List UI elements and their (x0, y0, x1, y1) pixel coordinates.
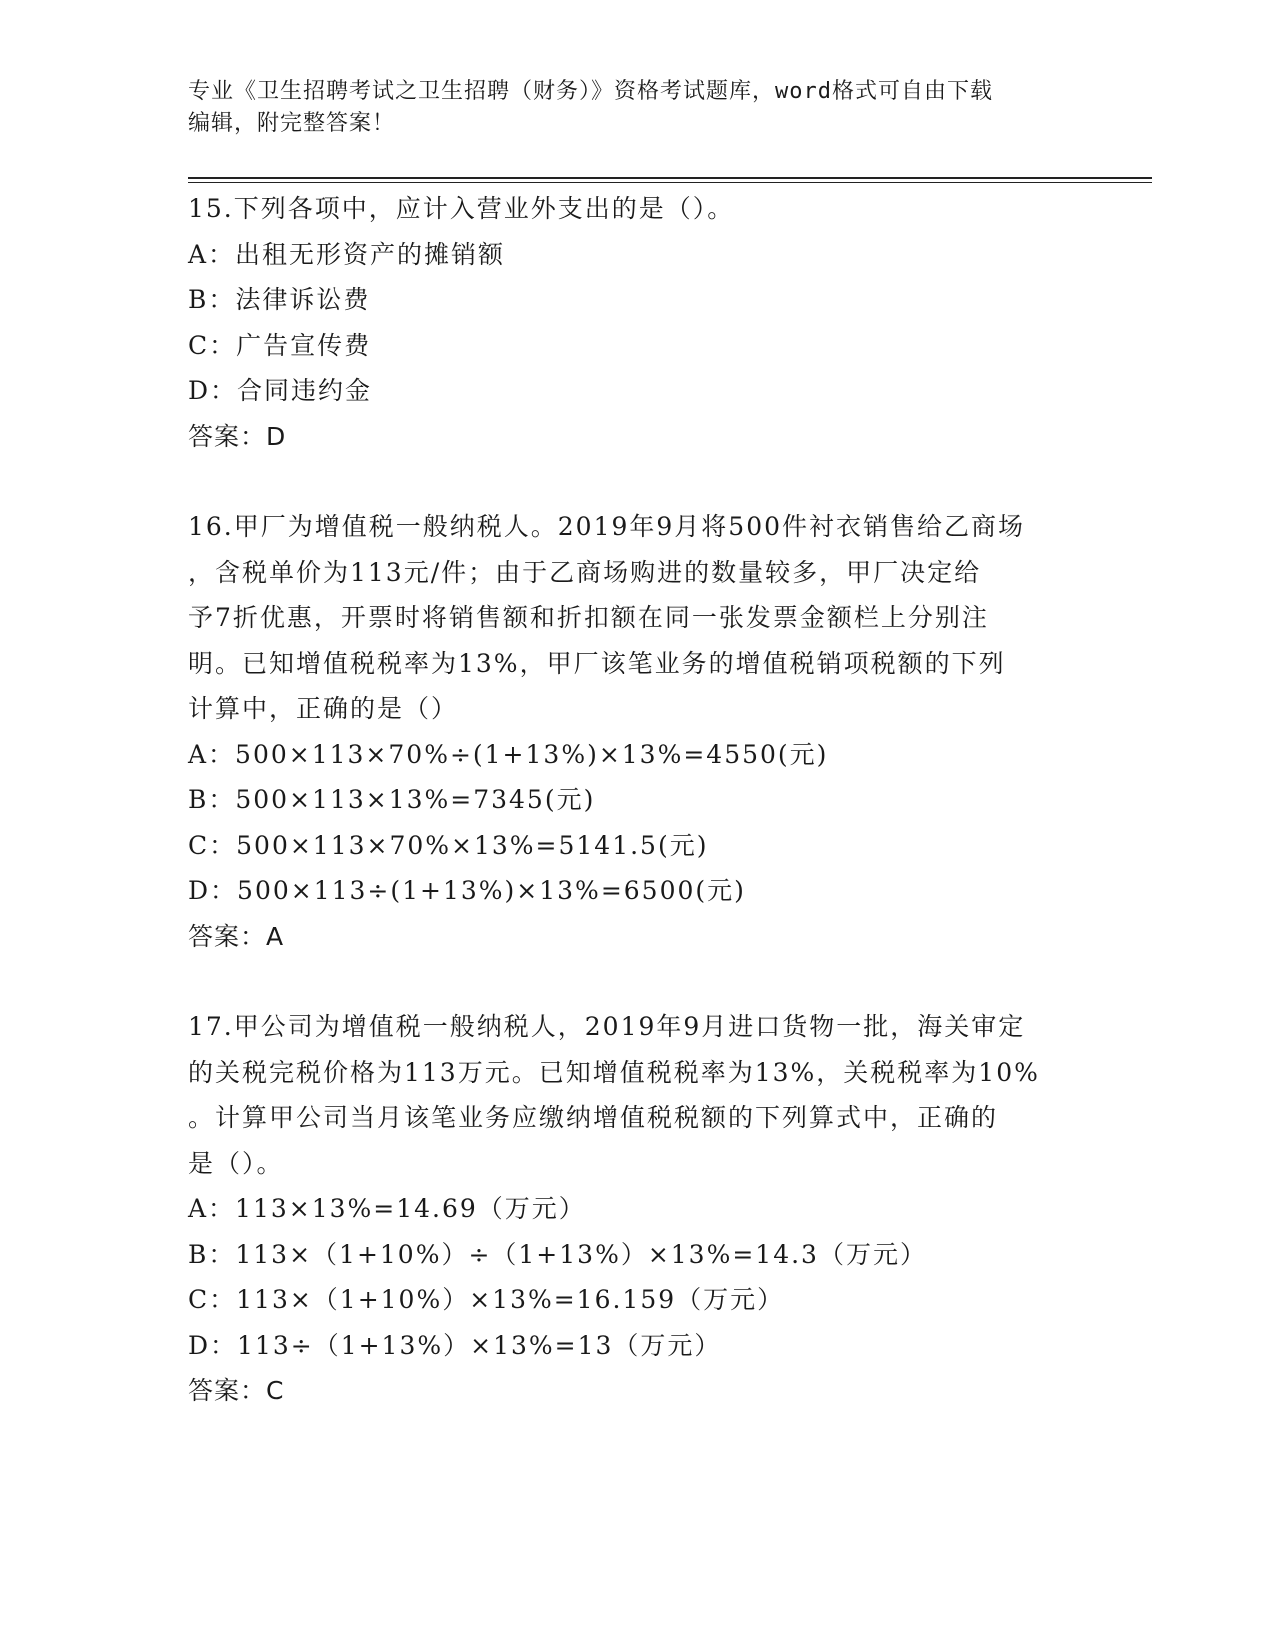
option-a: A：出租无形资产的摊销额 (188, 239, 506, 269)
document-header (188, 76, 1068, 140)
question-16 (188, 504, 1088, 959)
question-stem-line-3: 予7折优惠，开票时将销售额和折扣额在同一张发票金额栏上分别注 (188, 603, 989, 632)
question-stem-line-4: 是（）。 (188, 1148, 284, 1178)
option-d: D：500×113÷(1+13%)×13%=6500(元) (188, 876, 746, 905)
spacer (188, 959, 1088, 1004)
question-stem-line-1: 16.甲厂为增值税一般纳税人。2019年9月将500件衬衣销售给乙商场 (188, 512, 1026, 541)
option-d: D：113÷（1+13%）×13%=13（万元） (188, 1330, 722, 1360)
question-stem: 15.下列各项中，应计入营业外支出的是（）。 (188, 194, 735, 223)
question-17 (188, 1004, 1088, 1414)
header-divider-thin (188, 182, 1152, 183)
option-c: C：113×（1+10%）×13%=16.159（万元） (188, 1285, 785, 1314)
question-list (188, 186, 1088, 1414)
spacer (188, 459, 1088, 504)
question-stem-line-3: 。计算甲公司当月该笔业务应缴纳增值税税额的下列算式中，正确的 (188, 1103, 999, 1132)
answer: 答案：A (188, 921, 285, 951)
option-d: D：合同违约金 (188, 376, 373, 405)
answer: 答案：D (188, 421, 287, 451)
option-a: A：500×113×70%÷(1+13%)×13%=4550(元) (188, 739, 829, 769)
header-line-1: 专业《卫生招聘考试之卫生招聘（财务）》资格考试题库，word格式可自由下载 (188, 79, 993, 104)
header-divider-thick (188, 177, 1152, 179)
option-a: A：113×13%=14.69（万元） (188, 1194, 586, 1223)
header-line-2: 编辑，附完整答案！ (188, 111, 396, 136)
option-b: B：113×（1+10%）÷（1+13%）×13%=14.3（万元） (188, 1239, 927, 1269)
question-15 (188, 186, 1088, 459)
question-stem-line-2: ，含税单价为113元/件；由于乙商场购进的数量较多，甲厂决定给 (188, 557, 982, 587)
option-c: C：广告宣传费 (188, 330, 372, 360)
option-b: B：法律诉讼费 (188, 285, 371, 314)
option-c: C：500×113×70%×13%=5141.5(元) (188, 830, 709, 860)
question-stem-line-2: 的关税完税价格为113万元。已知增值税税率为13%，关税税率为10% (188, 1057, 1040, 1087)
answer: 答案：C (188, 1376, 285, 1405)
question-stem-line-4: 明。已知增值税税率为13%，甲厂该笔业务的增值税销项税额的下列 (188, 648, 1006, 678)
question-stem-line-1: 17.甲公司为增值税一般纳税人，2019年9月进口货物一批，海关审定 (188, 1012, 1026, 1041)
question-stem-line-5: 计算中，正确的是（） (188, 694, 459, 723)
option-b: B：500×113×13%=7345(元) (188, 785, 596, 814)
